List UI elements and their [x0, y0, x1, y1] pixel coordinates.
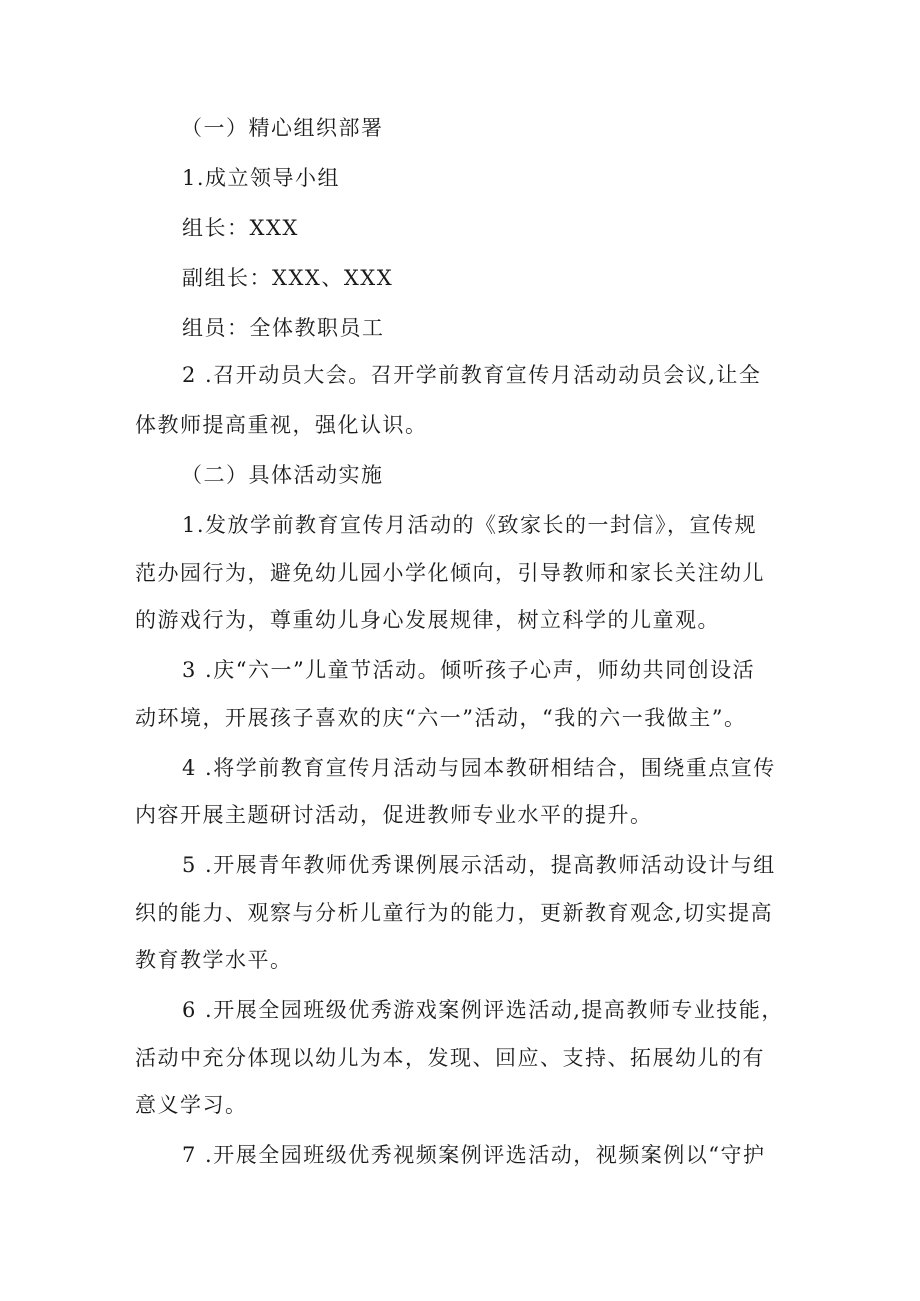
- paragraph-3-line-1: 3 .庆“六一”儿童节活动。倾听孩子心声，师幼共同创设活: [182, 658, 756, 682]
- paragraph-2-line-2: 体教师提高重视，强化认识。: [135, 413, 428, 437]
- paragraph-6-line-2: 活动中充分体现以幼儿为本，发现、回应、支持、拓展幼儿的有: [135, 1046, 765, 1070]
- text-line-group-leader: 组长：XXX: [182, 216, 299, 240]
- paragraph-6-line-1: 6 .开展全园班级优秀游戏案例评选活动,提高教师专业技能，: [182, 998, 784, 1022]
- paragraph-4-line-2: 内容开展主题研讨活动，促进教师专业水平的提升。: [135, 803, 653, 827]
- text-line-deputy-leader: 副组长：XXX、XXX: [182, 266, 394, 290]
- paragraph-5-line-1: 5 .开展青年教师优秀课例展示活动，提高教师活动设计与组: [182, 853, 776, 877]
- paragraph-4-line-1: 4 .将学前教育宣传月活动与园本教研相结合，围绕重点宣传: [182, 756, 776, 780]
- paragraph-7-line-1: 7 .开展全园班级优秀视频案例评选活动，视频案例以“守护: [182, 1143, 766, 1167]
- section-heading-2: （二）具体活动实施: [181, 463, 384, 487]
- paragraph-1b-line-2: 范办园行为，避免幼儿园小学化倾向，引导教师和家长关注幼儿: [135, 561, 765, 585]
- text-line-members: 组员：全体教职员工: [182, 316, 385, 340]
- paragraph-5-line-2: 织的能力、观察与分析儿童行为的能力，更新教育观念,切实提高: [135, 901, 774, 925]
- paragraph-1b-line-3: 的游戏行为，尊重幼儿身心发展规律，树立科学的儿童观。: [135, 608, 720, 632]
- paragraph-2-line-1: 2 .召开动员大会。召开学前教育宣传月活动动员会议,让全: [182, 363, 762, 387]
- subheading-leading-group: 1.成立领导小组: [182, 166, 341, 190]
- paragraph-5-line-3: 教育教学水平。: [135, 948, 293, 972]
- paragraph-3-line-2: 动环境，开展孩子喜欢的庆“六一”活动，“我的六一我做主”。: [135, 706, 747, 730]
- section-heading-1: （一）精心组织部署: [181, 116, 384, 140]
- paragraph-1b-line-1: 1.发放学前教育宣传月活动的《致家长的一封信》，宣传规: [182, 513, 758, 537]
- paragraph-6-line-3: 意义学习。: [135, 1093, 248, 1117]
